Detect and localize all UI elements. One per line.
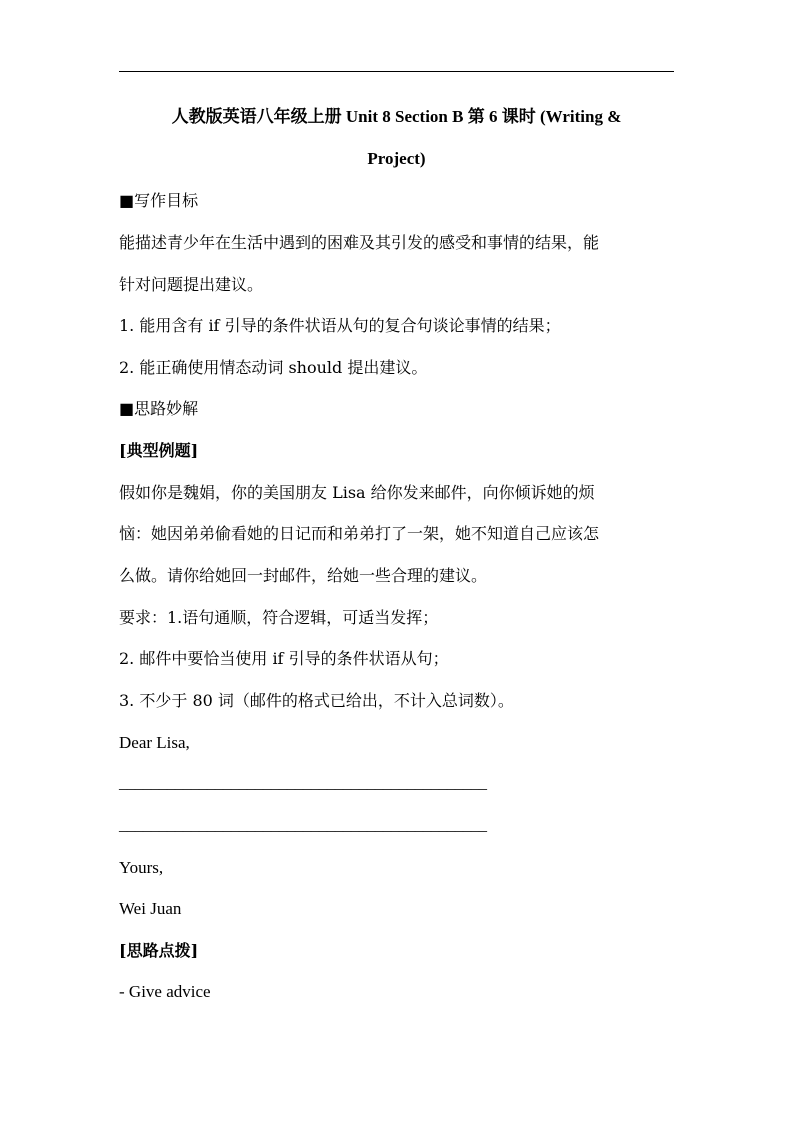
example-line-3: 么做。请你给她回一封邮件，给她一些合理的建议。 bbox=[119, 566, 488, 585]
document-title-line-1: 人教版英语八年级上册 Unit 8 Section B 第 6 课时 (Writing & bbox=[171, 107, 622, 126]
document-title-line-2: Project) bbox=[367, 149, 426, 168]
example-line-2: 恼：她因弟弟偷看她的日记而和弟弟打了一架，她不知道自己应该怎 bbox=[119, 524, 600, 543]
goal-text-line-2: 针对问题提出建议。 bbox=[119, 275, 264, 294]
example-line-1: 假如你是魏娟，你的美国朋友 Lisa 给你发来邮件，向你倾诉她的烦 bbox=[119, 483, 595, 502]
header-rule bbox=[119, 71, 674, 72]
requirement-line-1: 要求：1.语句通顺，符合逻辑，可适当发挥； bbox=[119, 608, 439, 627]
requirement-line-2: 2. 邮件中要恰当使用 if 引导的条件状语从句； bbox=[119, 649, 449, 668]
section-thinking: ■思路妙解 bbox=[119, 399, 199, 418]
example-heading: [典型例题] bbox=[119, 441, 199, 460]
goal-item-1: 1. 能用含有 if 引导的条件状语从句的复合句谈论事情的结果； bbox=[119, 316, 561, 335]
letter-blank-line-1: ______________________________________________ bbox=[119, 775, 487, 792]
tips-heading: [思路点拨] bbox=[119, 941, 199, 960]
requirement-line-3: 3. 不少于 80 词（邮件的格式已给出，不计入总词数）。 bbox=[119, 691, 514, 710]
letter-greeting: Dear Lisa, bbox=[119, 733, 190, 752]
tips-item-1: - Give advice bbox=[119, 982, 211, 1001]
goal-item-2: 2. 能正确使用情态动词 should 提出建议。 bbox=[119, 358, 428, 377]
letter-closing: Yours, bbox=[119, 858, 164, 877]
section-writing-goal: ■写作目标 bbox=[119, 191, 199, 210]
letter-blank-line-2: ______________________________________________ bbox=[119, 817, 487, 834]
goal-text-line-1: 能描述青少年在生活中遇到的困难及其引发的感受和事情的结果，能 bbox=[119, 233, 600, 252]
letter-signature: Wei Juan bbox=[119, 899, 182, 918]
